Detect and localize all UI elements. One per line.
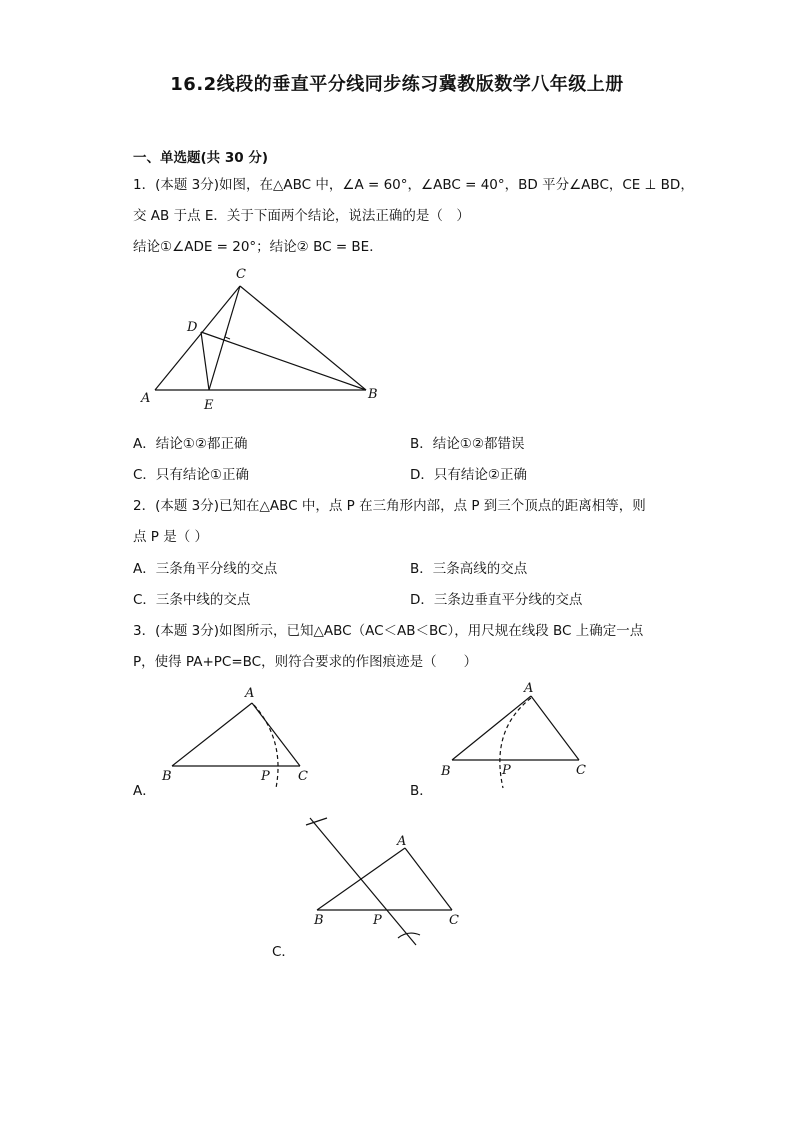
q3-option-b-label[interactable]: B． — [410, 783, 433, 799]
q2-stem-line1: 2．(本题 3分)已知在△ABC 中，点 P 在三角形内部，点 P 到三个顶点的距离相等，则 — [133, 498, 646, 514]
q2-option-d[interactable]: D．三条边垂直平分线的交点 — [410, 592, 583, 608]
q3-a-label-P: P — [261, 769, 270, 784]
q1-option-c[interactable]: C．只有结论①正确 — [133, 467, 250, 483]
q2-option-a[interactable]: A．三条角平分线的交点 — [133, 561, 278, 577]
q1-stem-line2: 交 AB 于点 E．关于下面两个结论，说法正确的是（ ） — [133, 208, 470, 224]
q1-label-D: D — [187, 320, 198, 335]
q3-b-label-P: P — [502, 763, 511, 778]
q3-option-c-label[interactable]: C． — [272, 944, 295, 960]
q2-option-c[interactable]: C．三条中线的交点 — [133, 592, 251, 608]
q1-label-B: B — [368, 387, 378, 402]
q3-b-label-B: B — [441, 764, 451, 779]
section-heading: 一、单选题(共 30 分) — [133, 150, 269, 166]
q1-option-b[interactable]: B．结论①②都错误 — [410, 436, 525, 452]
q3-stem-line2: P，使得 PA+PC=BC，则符合要求的作图痕迹是（ ） — [133, 654, 478, 670]
q3-figure-c — [306, 818, 459, 945]
q1-stem-line3: 结论①∠ADE = 20°；结论② BC = BE． — [133, 239, 383, 255]
q3-c-arc-mark-top — [306, 818, 327, 825]
q3-b-label-C: C — [576, 763, 586, 778]
q3-a-label-B: B — [162, 769, 172, 784]
q1-label-A: A — [141, 391, 151, 406]
q2-stem-line2: 点 P 是（ ） — [133, 529, 209, 545]
q3-c-label-P: P — [373, 913, 382, 928]
q3-c-label-B: B — [314, 913, 324, 928]
page-title: 16.2线段的垂直平分线同步练习冀教版数学八年级上册 — [170, 74, 624, 95]
q3-a-label-C: C — [298, 769, 308, 784]
q1-option-d[interactable]: D．只有结论②正确 — [410, 467, 527, 483]
q3-option-a-label[interactable]: A． — [133, 783, 156, 799]
q1-label-E: E — [204, 398, 214, 413]
q3-c-label-A: A — [397, 834, 407, 849]
q1-stem-line1: 1．(本题 3分)如图，在△ABC 中，∠A = 60°，∠ABC = 40°，BD 平分∠ABC，CE ⊥ BD， — [133, 177, 694, 193]
q3-b-label-A: A — [524, 681, 534, 696]
q1-option-a[interactable]: A．结论①②都正确 — [133, 436, 248, 452]
q3-figure-b — [440, 681, 586, 788]
q1-label-C: C — [236, 267, 246, 282]
q2-option-b[interactable]: B．三条高线的交点 — [410, 561, 528, 577]
q3-a-label-A: A — [245, 686, 255, 701]
q3-stem-line1: 3．(本题 3分)如图所示，已知△ABC（AC＜AB＜BC），用尺规在线段 BC 上确定一点 — [133, 623, 644, 639]
q3-c-label-C: C — [449, 913, 459, 928]
q3-figure-a — [161, 686, 308, 788]
